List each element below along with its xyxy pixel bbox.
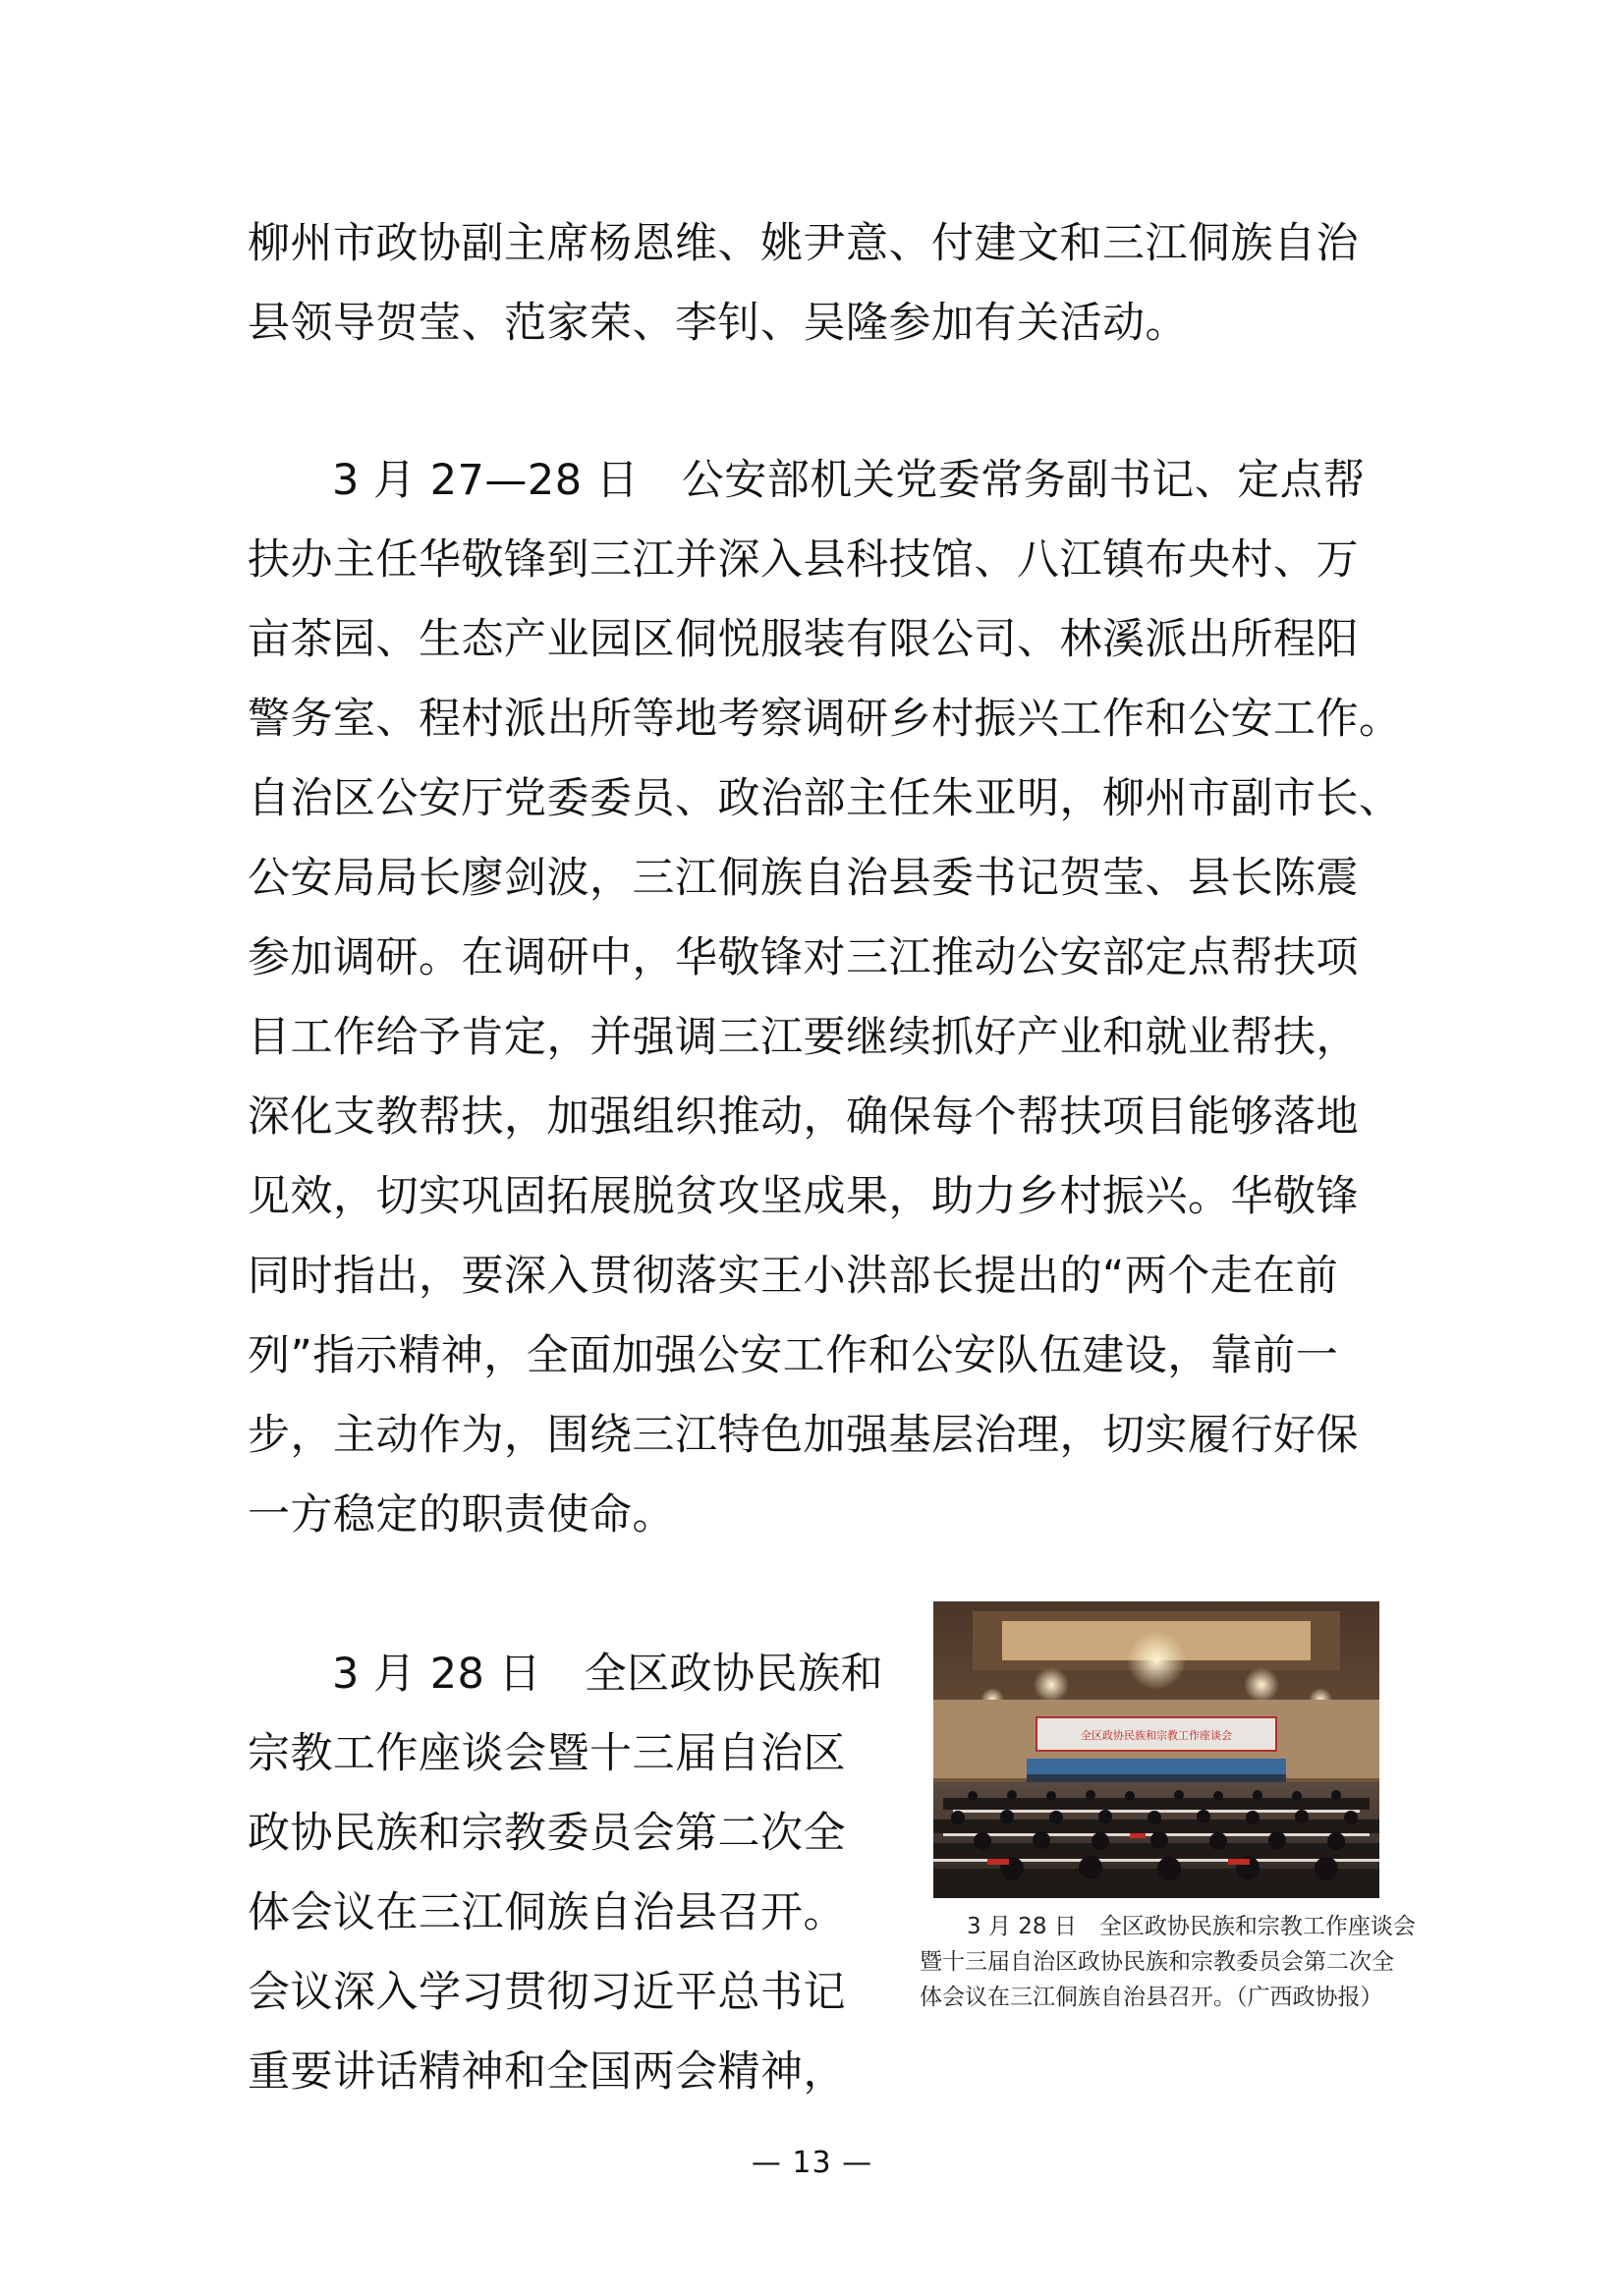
page-number: — 13 — — [751, 2146, 873, 2180]
caption-line: 体会议在三江侗族自治县召开。（广西政协报） — [920, 1985, 1383, 2010]
text-line: 一方稳定的职责使命。 — [248, 1490, 675, 1540]
text-line: 3 月 28 日 全区政协民族和 — [332, 1650, 884, 1699]
paragraph-2 — [248, 441, 1402, 1555]
text-line: 县领导贺莹、范家荣、李钊、吴隆参加有关活动。 — [248, 299, 1188, 348]
text-line: 列”指示精神，全面加强公安工作和公安队伍建设，靠前一 — [248, 1331, 1339, 1380]
text-line: 政协民族和宗教委员会第二次全 — [248, 1809, 846, 1858]
paragraph-3 — [248, 1635, 935, 2112]
text-line: 警务室、程村派出所等地考察调研乡村振兴工作和公安工作。 — [248, 695, 1402, 744]
text-line: 目工作给予肯定，并强调三江要继续抓好产业和就业帮扶， — [248, 1013, 1359, 1062]
text-line: 参加调研。在调研中，华敬锋对三江推动公安部定点帮扶项 — [248, 933, 1359, 982]
text-line: 深化支教帮扶，加强组织推动，确保每个帮扶项目能够落地 — [248, 1092, 1359, 1142]
text-line: 亩茶园、生态产业园区侗悦服装有限公司、林溪派出所程阳 — [248, 615, 1359, 664]
text-line: 柳州市政协副主席杨恩维、姚尹意、付建文和三江侗族自治 — [248, 219, 1359, 268]
text-line: 3 月 27—28 日 公安部机关党委常务副书记、定点帮 — [332, 456, 1366, 505]
text-line: 重要讲话精神和全国两会精神， — [248, 2047, 846, 2097]
text-line: 见效，切实巩固拓展脱贫攻坚成果，助力乡村振兴。华敬锋 — [248, 1172, 1359, 1221]
photo-caption — [920, 1909, 1470, 2015]
banner-text: 全区政协民族和宗教工作座谈会 — [1081, 1729, 1232, 1742]
meeting-photo — [933, 1601, 1379, 1898]
text-line: 宗教工作座谈会暨十三届自治区 — [248, 1729, 846, 1778]
text-line: 扶办主任华敬锋到三江并深入县科技馆、八江镇布央村、万 — [248, 535, 1359, 585]
text-line: 会议深入学习贯彻习近平总书记 — [248, 1968, 846, 2017]
paragraph-1 — [248, 204, 1387, 364]
text-line: 体会议在三江侗族自治县召开。 — [248, 1888, 846, 1937]
caption-line: 暨十三届自治区政协民族和宗教委员会第二次全 — [920, 1949, 1394, 1975]
caption-line: 3 月 28 日 全区政协民族和宗教工作座谈会 — [967, 1914, 1416, 1939]
text-line: 同时指出，要深入贯彻落实王小洪部长提出的“两个走在前 — [248, 1252, 1339, 1301]
text-line: 公安局局长廖剑波，三江侗族自治县委书记贺莹、县长陈震 — [248, 854, 1359, 903]
text-line: 步，主动作为，围绕三江特色加强基层治理，切实履行好保 — [248, 1411, 1359, 1460]
text-line: 自治区公安厅党委委员、政治部主任朱亚明，柳州市副市长、 — [248, 774, 1402, 823]
